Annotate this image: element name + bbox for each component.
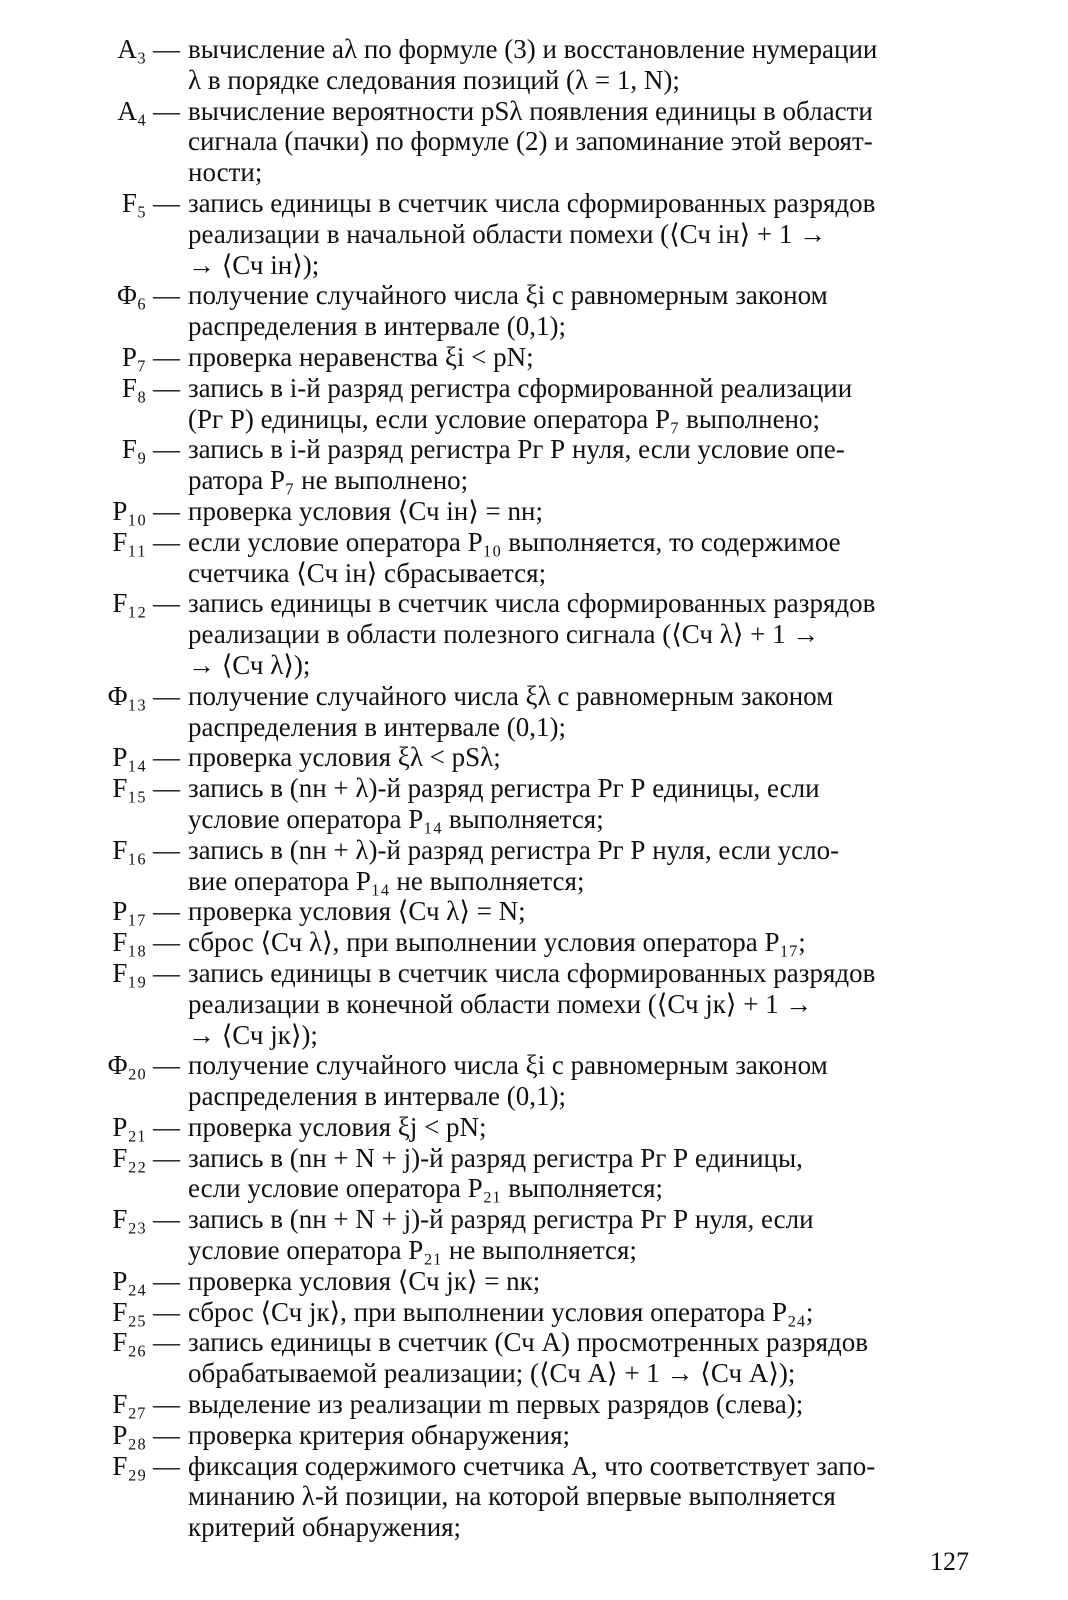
description-line: условие оператора P₂₁ не выполняется;	[188, 1235, 637, 1266]
description-line: вие оператора P₁₄ не выполняется;	[188, 865, 585, 896]
operator-label: F₂₂ —	[112, 1142, 180, 1173]
description-line: получение случайного числа ξλ с равномерным законом	[188, 680, 834, 711]
operator-description	[180, 1389, 995, 1420]
operator-label: F₁₉ —	[112, 957, 180, 988]
operator-label: Φ₆ —	[117, 280, 180, 311]
operator-description	[180, 1204, 995, 1266]
operator-label: F₅ —	[121, 187, 180, 218]
operator-label: F₂₃ —	[112, 1204, 180, 1235]
operator-description	[180, 742, 995, 773]
operator-description	[180, 835, 995, 897]
operator-description	[180, 342, 995, 373]
operator-list	[80, 34, 995, 1543]
description-line: проверка условия ⟨Сч jк⟩ = nк;	[188, 1265, 541, 1296]
description-line: запись в i-й разряд регистра сформированной реализации	[188, 372, 853, 403]
operator-description	[180, 588, 995, 680]
description-line: проверка условия ξj < pN;	[188, 1111, 487, 1142]
operator-entry	[80, 280, 995, 342]
operator-entry	[80, 1297, 995, 1328]
description-line: распределения в интервале (0,1);	[188, 311, 567, 342]
description-line: если условие оператора P₁₀ выполняется, то содержимое	[188, 526, 841, 557]
operator-description	[180, 373, 995, 435]
description-line: реализации в конечной области помехи (⟨Сч jк⟩ + 1 →	[188, 988, 813, 1019]
operator-label: F₁₁ —	[112, 526, 180, 557]
description-line: сброс ⟨Сч jк⟩, при выполнении условия оператора P₂₄;	[188, 1296, 814, 1327]
operator-label: F₁₆ —	[112, 834, 180, 865]
description-line: запись в (nн + λ)-й разряд регистра Рг Р единицы, если	[188, 773, 820, 804]
operator-entry	[80, 927, 995, 958]
description-line: запись единицы в счетчик числа сформированных разрядов	[188, 588, 876, 619]
operator-entry	[80, 1143, 995, 1205]
operator-label: P₁₀ —	[112, 495, 180, 526]
description-line: λ в порядке следования позиций (λ = 1, N);	[188, 64, 680, 95]
description-line: минанию λ-й позиции, на которой впервые выполняется	[188, 1481, 836, 1512]
operator-label: A₄ —	[117, 95, 180, 126]
operator-entry	[80, 527, 995, 589]
description-line: → ⟨Сч jк⟩);	[188, 1019, 318, 1050]
operator-entry	[80, 434, 995, 496]
operator-entry	[80, 896, 995, 927]
description-line: проверка критерия обнаружения;	[188, 1419, 570, 1450]
description-line: получение случайного числа ξi с равномерным законом	[188, 1050, 828, 1081]
operator-label: F₉ —	[121, 434, 180, 465]
operator-label: P₁₄ —	[112, 742, 180, 773]
operator-label: F₁₈ —	[112, 927, 180, 958]
description-line: выделение из реализации m первых разрядов (слева);	[188, 1389, 804, 1420]
description-line: запись в (nн + λ)-й разряд регистра Рг Р нуля, если усло-	[188, 834, 840, 865]
operator-entry	[80, 34, 995, 96]
description-line: обрабатываемой реализации; (⟨Сч А⟩ + 1 → ⟨Сч А⟩);	[188, 1358, 796, 1389]
operator-description	[180, 496, 995, 527]
description-line: запись единицы в счетчик числа сформированных разрядов	[188, 957, 876, 988]
description-line: получение случайного числа ξi с равномерным законом	[188, 280, 828, 311]
operator-entry	[80, 1327, 995, 1389]
operator-description	[180, 434, 995, 496]
operator-description	[180, 1327, 995, 1389]
operator-description	[180, 773, 995, 835]
description-line: ратора P₇ не выполнено;	[188, 465, 469, 496]
description-line: (Рг Р) единицы, если условие оператора P₇ выполнено;	[188, 403, 821, 434]
operator-description	[180, 927, 995, 958]
page-number: 127	[930, 1547, 969, 1576]
operator-description	[180, 1266, 995, 1297]
operator-description	[180, 280, 995, 342]
operator-label: F₂₅ —	[112, 1296, 180, 1327]
operator-entry	[80, 742, 995, 773]
operator-entry	[80, 835, 995, 897]
operator-label: F₁₅ —	[112, 773, 180, 804]
description-line: вычисление вероятности pSλ появления единицы в области	[188, 95, 873, 126]
operator-entry	[80, 1204, 995, 1266]
operator-description	[180, 1451, 995, 1543]
operator-label: Φ₁₃ —	[107, 680, 180, 711]
description-line: фиксация содержимого счетчика А, что соответствует запо-	[188, 1450, 876, 1481]
operator-label: F₁₂ —	[112, 588, 180, 619]
operator-description	[180, 896, 995, 927]
operator-label: F₂₇ —	[112, 1389, 180, 1420]
description-line: реализации в начальной области помехи (⟨Сч iн⟩ + 1 →	[188, 218, 827, 249]
description-line: распределения в интервале (0,1);	[188, 711, 567, 742]
operator-entry	[80, 1266, 995, 1297]
description-line: проверка неравенства ξi < pN;	[188, 341, 534, 372]
description-line: проверка условия ξλ < pSλ;	[188, 742, 501, 773]
description-line: сброс ⟨Сч λ⟩, при выполнении условия оператора P₁₇;	[188, 927, 806, 958]
description-line: условие оператора P₁₄ выполняется;	[188, 803, 604, 834]
description-line: запись единицы в счетчик числа сформированных разрядов	[188, 187, 876, 218]
operator-label: Φ₂₀ —	[107, 1050, 180, 1081]
operator-entry	[80, 1451, 995, 1543]
description-line: запись в (nн + N + j)-й разряд регистра Рг Р единицы,	[188, 1142, 803, 1173]
operator-description	[180, 34, 995, 96]
description-line: ности;	[188, 157, 263, 188]
description-line: реализации в области полезного сигнала (⟨Сч λ⟩ + 1 →	[188, 619, 820, 650]
operator-description	[180, 1143, 995, 1205]
operator-entry	[80, 96, 995, 188]
operator-description	[180, 681, 995, 743]
operator-entry	[80, 958, 995, 1050]
operator-description	[180, 1420, 995, 1451]
description-line: запись в i-й разряд регистра Рг Р нуля, если условие опе-	[188, 434, 845, 465]
operator-entry	[80, 773, 995, 835]
description-line: вычисление aλ по формуле (3) и восстановление нумерации	[188, 34, 878, 64]
operator-label: P₂₄ —	[112, 1265, 180, 1296]
operator-entry	[80, 496, 995, 527]
operator-description	[180, 96, 995, 188]
description-line: → ⟨Сч iн⟩);	[188, 249, 320, 280]
operator-description	[180, 1050, 995, 1112]
description-line: сигнала (пачки) по формуле (2) и запоминание этой вероят-	[188, 126, 873, 157]
operator-entry	[80, 342, 995, 373]
operator-entry	[80, 681, 995, 743]
operator-entry	[80, 1389, 995, 1420]
description-line: счетчика ⟨Сч iн⟩ сбрасывается;	[188, 557, 547, 588]
operator-label: F₂₉ —	[112, 1450, 180, 1481]
operator-entry	[80, 588, 995, 680]
operator-entry	[80, 1050, 995, 1112]
description-line: критерий обнаружения;	[188, 1512, 462, 1543]
operator-label: F₈ —	[121, 372, 180, 403]
description-line: запись в (nн + N + j)-й разряд регистра Рг Р нуля, если	[188, 1204, 814, 1235]
operator-label: A₃ —	[117, 34, 180, 64]
operator-label: P₁₇ —	[112, 896, 180, 927]
operator-label: F₂₆ —	[112, 1327, 180, 1358]
operator-description	[180, 527, 995, 589]
operator-description	[180, 958, 995, 1050]
operator-label: P₇ —	[121, 341, 180, 372]
operator-description	[180, 188, 995, 280]
operator-entry	[80, 373, 995, 435]
description-line: запись единицы в счетчик (Сч А) просмотренных разрядов	[188, 1327, 868, 1358]
description-line: распределения в интервале (0,1);	[188, 1081, 567, 1112]
operator-description	[180, 1297, 995, 1328]
description-line: → ⟨Сч λ⟩);	[188, 649, 311, 680]
operator-label: P₂₁ —	[112, 1111, 180, 1142]
operator-description	[180, 1112, 995, 1143]
operator-entry	[80, 1420, 995, 1451]
operator-entry	[80, 1112, 995, 1143]
description-line: если условие оператора P₂₁ выполняется;	[188, 1173, 664, 1204]
description-line: проверка условия ⟨Сч iн⟩ = nн;	[188, 495, 543, 526]
operator-label: P₂₈ —	[112, 1419, 180, 1450]
description-line: проверка условия ⟨Сч λ⟩ = N;	[188, 896, 526, 927]
operator-entry	[80, 188, 995, 280]
